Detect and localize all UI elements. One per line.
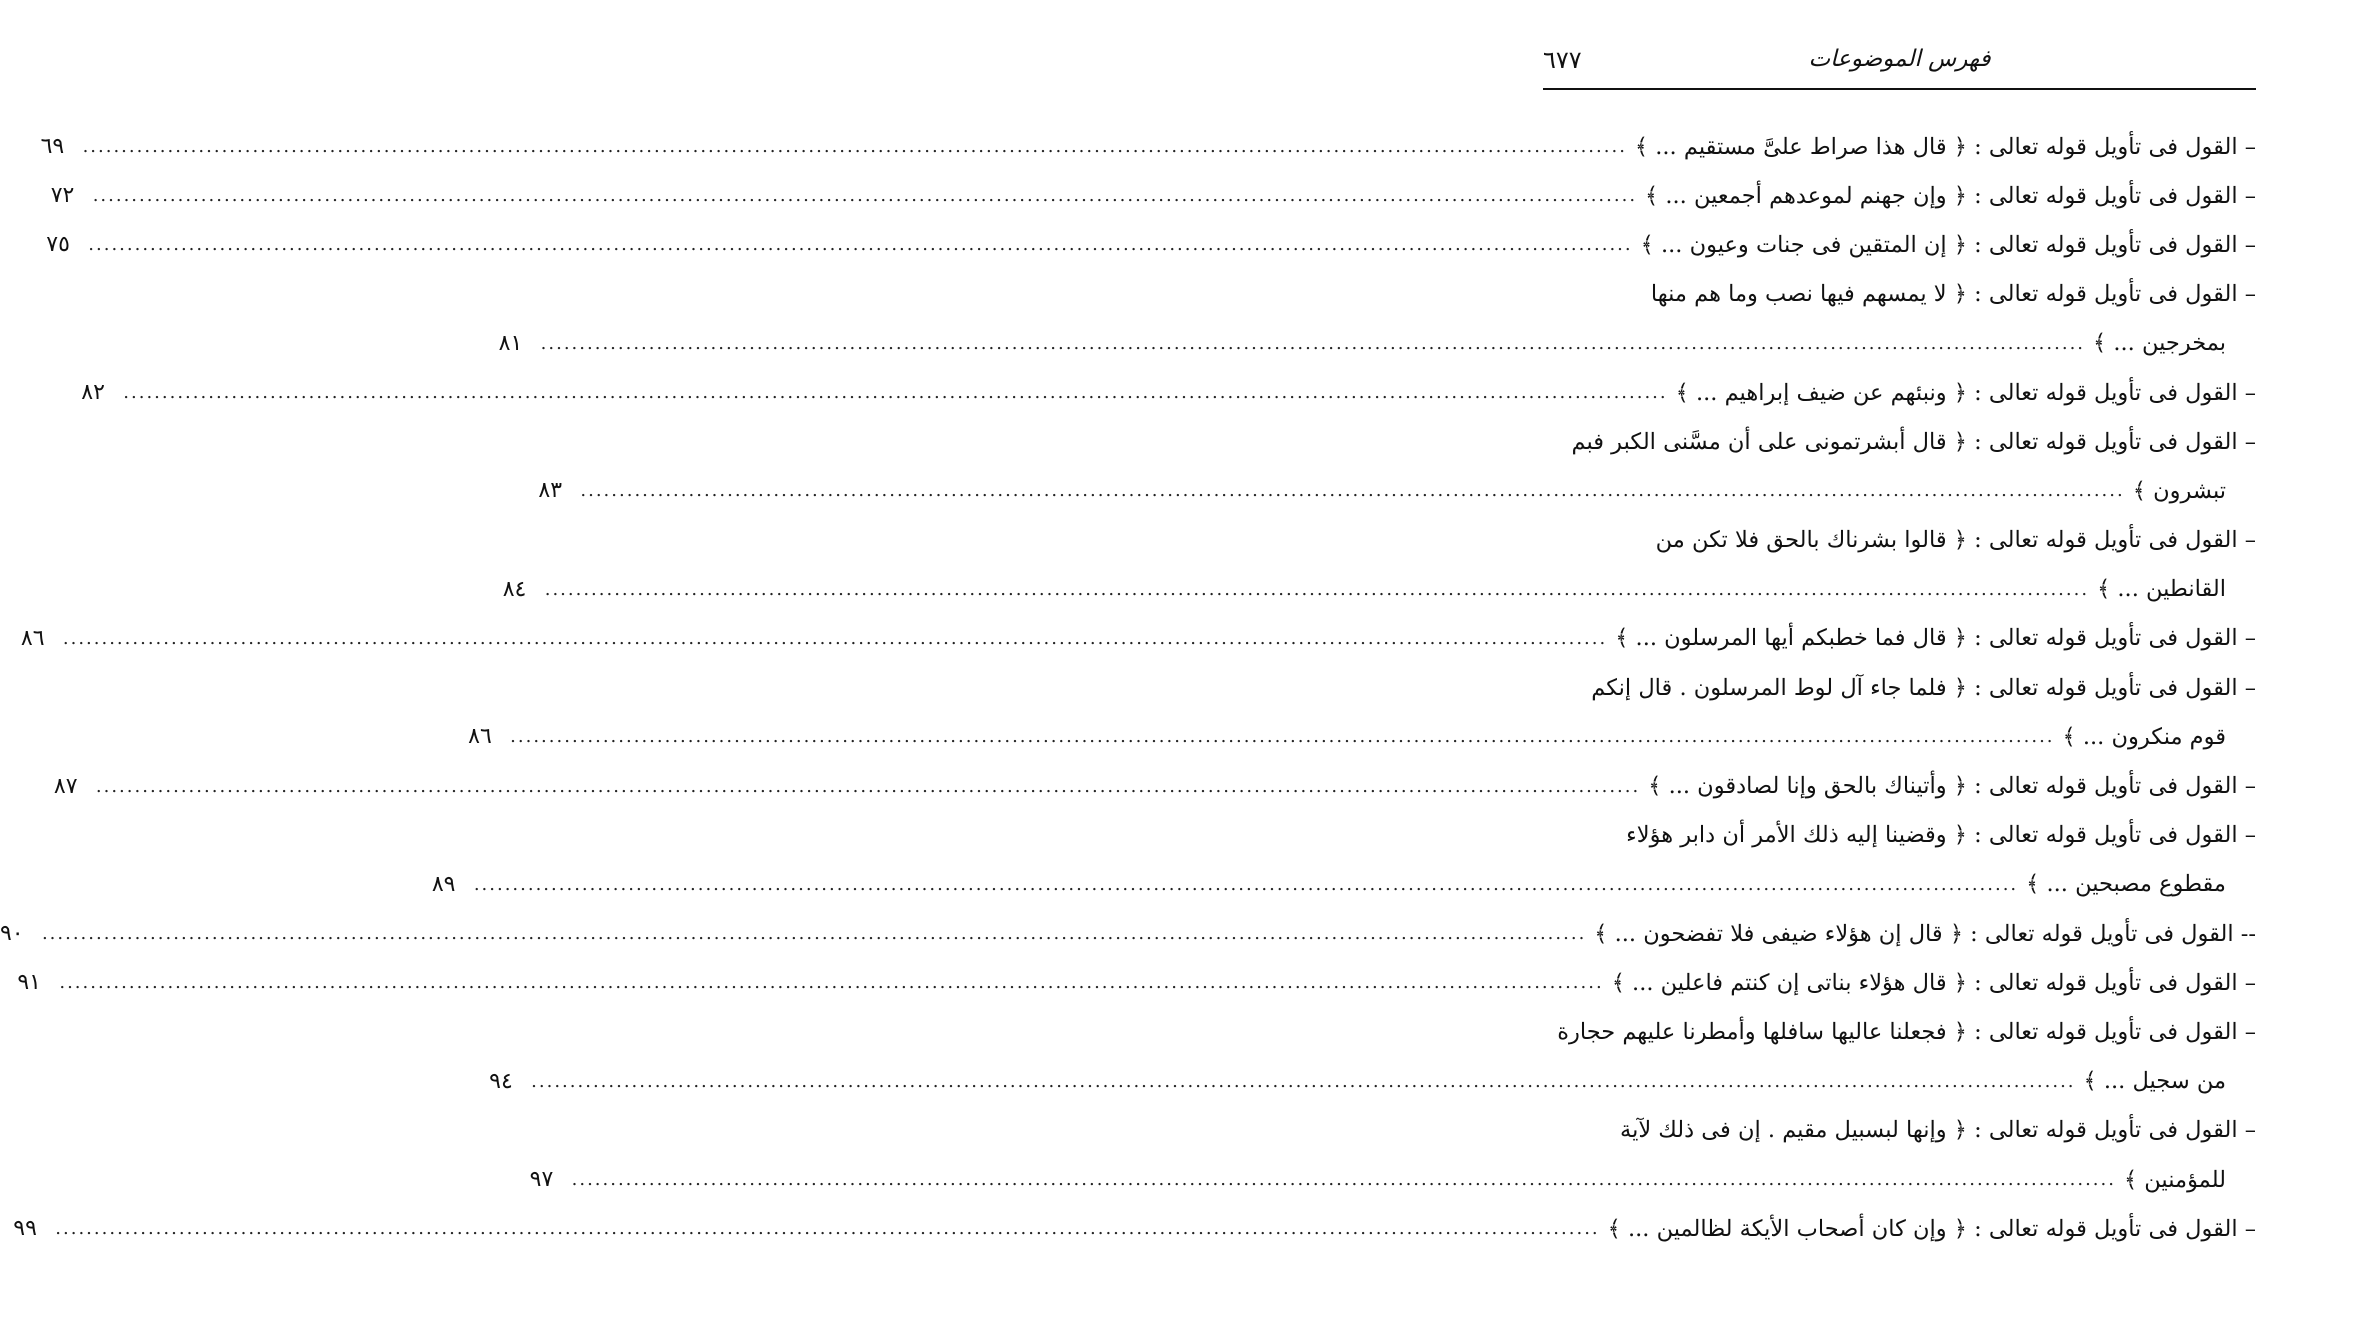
- toc-entry-text: – القول فى تأويل قوله تعالى : ﴿ قال هؤلاء بناتى إن كنتم فاعلين ... ﴾: [1611, 969, 2256, 996]
- toc-entry: [46, 220, 2256, 269]
- toc-entry-text: مقطوع مصبحين ... ﴾: [2026, 871, 2226, 898]
- dot-leader: ........................................................................................................................................................................................................: [473, 873, 2019, 895]
- toc-page-number: ٨٦: [20, 625, 45, 651]
- toc-entry: [1543, 417, 2256, 466]
- toc-entry-text: – القول فى تأويل قوله تعالى : ﴿ وأتيناك بالحق وإنا لصادقون ... ﴾: [1648, 773, 2256, 800]
- toc-entry: [40, 122, 2256, 171]
- toc-page-number: ٨١: [498, 330, 523, 356]
- toc-entry: [538, 466, 2256, 515]
- toc-entry-text: قوم منكرون ... ﴾: [2062, 723, 2226, 750]
- dot-leader: ........................................................................................................................................................................................................: [123, 382, 1668, 404]
- toc-entry-text: – القول فى تأويل قوله تعالى : ﴿ ونبئهم عن ضيف إبراهيم ... ﴾: [1675, 379, 2256, 406]
- toc-entry-text: القانطين ... ﴾: [2097, 576, 2226, 603]
- toc-entry: [1543, 516, 2256, 565]
- toc-page-number: ٧٢: [50, 183, 75, 209]
- toc-page-number: ٩١: [17, 970, 41, 996]
- toc-entry: [1543, 663, 2256, 712]
- toc-page-number: ٩٠: [0, 921, 24, 947]
- toc-page-number: ٦٩: [40, 134, 65, 160]
- dot-leader: ........................................................................................................................................................................................................: [510, 726, 2055, 748]
- toc-page-number: ٩٩: [13, 1216, 37, 1242]
- dot-leader: ........................................................................................................................................................................................................: [531, 1070, 2076, 1092]
- toc-entry: [529, 1155, 2256, 1204]
- dot-leader: ........................................................................................................................................................................................................: [540, 332, 2086, 354]
- toc-entry-text: – القول فى تأويل قوله تعالى : ﴿ فجعلنا عاليها سافلها وأمطرنا عليهم حجارة: [1557, 1018, 2256, 1045]
- toc-page-number: ٧٥: [46, 232, 70, 258]
- dot-leader: ........................................................................................................................................................................................................: [62, 627, 1608, 649]
- toc-entry-text: – القول فى تأويل قوله تعالى : ﴿ وقضينا إليه ذلك الأمر أن دابر هؤلاء: [1626, 822, 2256, 849]
- page-number: ٦٧٧: [1543, 46, 1582, 74]
- dot-leader: ........................................................................................................................................................................................................: [544, 578, 2090, 600]
- toc-page-number: ٩٤: [489, 1068, 513, 1094]
- toc-page-number: ٩٧: [529, 1167, 554, 1193]
- toc-entry: [468, 712, 2256, 761]
- toc-entry-text: – القول فى تأويل قوله تعالى : ﴿ قال أبشرتمونى على أن مسَّنى الكبر فبم: [1571, 428, 2256, 455]
- toc-entry: [53, 761, 2256, 810]
- page-header: [1543, 40, 2256, 90]
- dot-leader: ........................................................................................................................................................................................................: [59, 972, 1604, 994]
- toc-page-number: ٨٤: [502, 576, 527, 602]
- toc-entry: [431, 860, 2256, 909]
- dot-leader: ........................................................................................................................................................................................................: [580, 480, 2125, 502]
- toc-entry-text: – القول فى تأويل قوله تعالى : ﴿ فلما جاء آل لوط المرسلون . قال إنكم: [1591, 674, 2256, 701]
- toc-page-number: ٨٦: [468, 724, 492, 750]
- dot-leader: ........................................................................................................................................................................................................: [82, 136, 1627, 158]
- dot-leader: ........................................................................................................................................................................................................: [55, 1218, 1600, 1240]
- toc-entry: [1543, 1106, 2256, 1155]
- dot-leader: ........................................................................................................................................................................................................: [92, 185, 1638, 207]
- toc-entry: [81, 368, 2256, 417]
- toc-entry: [1543, 270, 2256, 319]
- toc-entry-text: للمؤمنين ﴾: [2123, 1166, 2226, 1193]
- table-of-contents: [0, 122, 2256, 1253]
- toc-entry-text: – القول فى تأويل قوله تعالى : ﴿ قالوا بشرناك بالحق فلا تكن من: [1655, 527, 2256, 554]
- toc-entry-text: – القول فى تأويل قوله تعالى : ﴿ وإنها لبسبيل مقيم . إن فى ذلك لآية: [1620, 1117, 2256, 1144]
- toc-entry: [13, 1204, 2256, 1253]
- toc-entry-text: من سجيل ... ﴾: [2083, 1068, 2226, 1095]
- toc-page-number: ٨٢: [81, 380, 105, 406]
- toc-entry-text: – القول فى تأويل قوله تعالى : ﴿ قال هذا صراط علىَّ مستقيم ... ﴾: [1634, 133, 2256, 160]
- toc-entry: [498, 319, 2256, 368]
- running-title: فهرس الموضوعات: [1808, 46, 1991, 72]
- toc-page-number: ٨٧: [53, 773, 78, 799]
- toc-entry: [489, 1057, 2256, 1106]
- dot-leader: ........................................................................................................................................................................................................: [95, 775, 1641, 797]
- toc-entry: [20, 614, 2256, 663]
- toc-entry-text: – القول فى تأويل قوله تعالى : ﴿ لا يمسهم فيها نصب وما هم منها: [1650, 281, 2256, 308]
- toc-entry-text: تبشرون ﴾: [2132, 477, 2226, 504]
- toc-entry: [17, 958, 2256, 1007]
- toc-entry: [50, 171, 2256, 220]
- toc-entry-text: – القول فى تأويل قوله تعالى : ﴿ قال فما خطبكم أيها المرسلون ... ﴾: [1615, 625, 2256, 652]
- dot-leader: ........................................................................................................................................................................................................: [571, 1169, 2116, 1191]
- toc-entry-text: – القول فى تأويل قوله تعالى : ﴿ وإن جهنم لموعدهم أجمعين ... ﴾: [1645, 182, 2256, 209]
- dot-leader: ........................................................................................................................................................................................................: [88, 234, 1633, 256]
- toc-entry-text: -- القول فى تأويل قوله تعالى : ﴿ قال إن هؤلاء ضيفى فلا تفضحون ... ﴾: [1594, 920, 2256, 947]
- toc-page-number: ٨٣: [538, 478, 563, 504]
- toc-entry: [502, 565, 2256, 614]
- toc-entry: [0, 909, 2256, 958]
- toc-entry-text: – القول فى تأويل قوله تعالى : ﴿ وإن كان أصحاب الأيكة لظالمين ... ﴾: [1607, 1215, 2256, 1242]
- toc-entry-text: – القول فى تأويل قوله تعالى : ﴿ إن المتقين فى جنات وعيون ... ﴾: [1640, 231, 2256, 258]
- toc-entry: [1543, 1007, 2256, 1056]
- toc-page-number: ٨٩: [431, 871, 456, 897]
- toc-entry-text: بمخرجين ... ﴾: [2093, 330, 2226, 357]
- dot-leader: ........................................................................................................................................................................................................: [41, 923, 1587, 945]
- toc-entry: [1543, 811, 2256, 860]
